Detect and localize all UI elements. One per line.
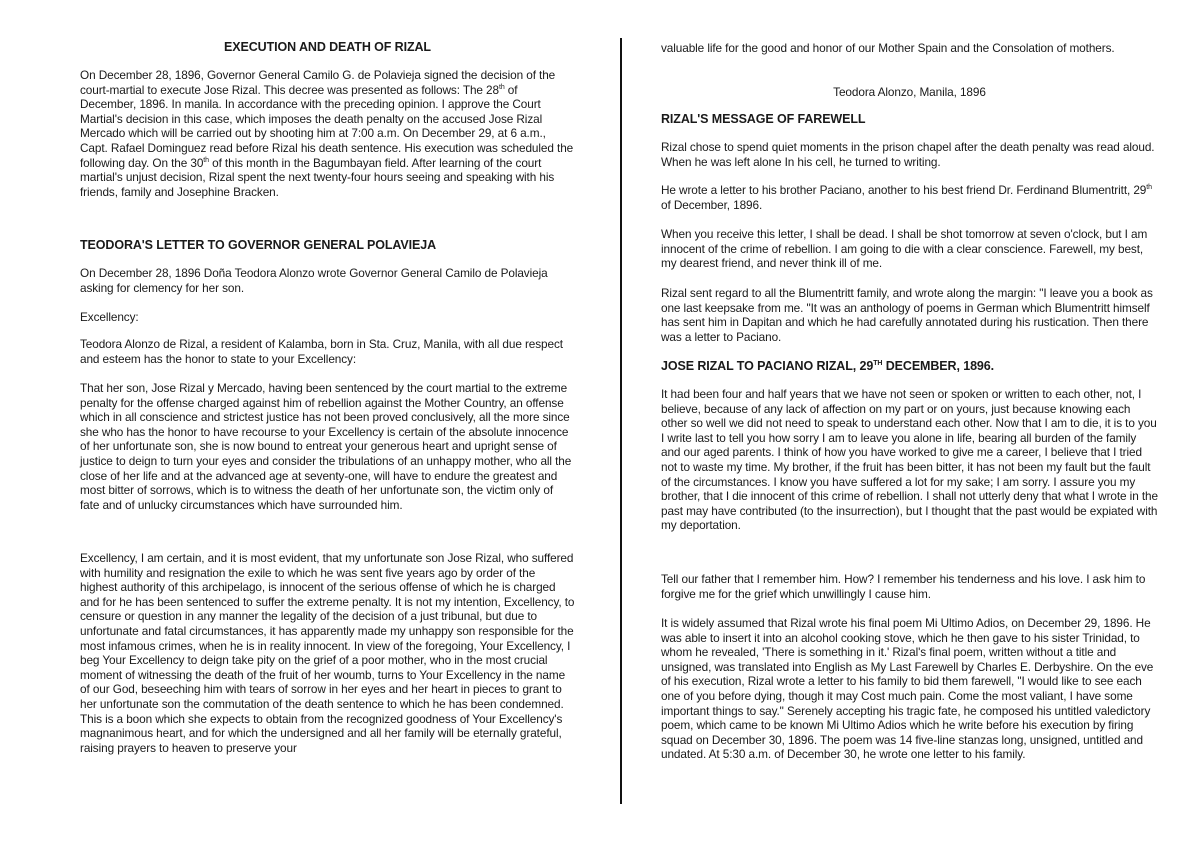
teodora-statement-paragraph: Teodora Alonzo de Rizal, a resident of Kalamba, born in Sta. Cruz, Manila, with all due respect and esteem has the honor to state to your Excellency: <box>80 337 563 366</box>
letter-intro-paragraph: On December 28, 1896 Doña Teodora Alonzo wrote Governor General Camilo de Polavieja asking for clemency for her son. <box>80 266 548 295</box>
tell-our-father-paragraph: Tell our father that I remember him. How? I remember his tenderness and his love. I ask him to forgive me for the grief which unwillingly I cause him. <box>661 572 1146 601</box>
page-title: EXECUTION AND DEATH OF RIZAL <box>224 40 431 54</box>
that-her-son-paragraph: That her son, Jose Rizal y Mercado, having been sentenced by the court martial to the extreme penalty for the offense charged against him of rebellion against the Mother Country, an offense which in all conscience and strictest justice has not been proved conclusively, all the more since she who has the honor to have recourse to your Excellency is certain of the absolute innocence of her unfortunate son, she is now bound to entreat your generous heart and upright sense of justice to deign to turn your eyes and consider the tribulations of an unhappy mother, who all the close of her life and at the advanced age at seventy-one, will have to endure the greatest and most bitter of sorrows, which is to witness the death of her unfortunate son, the victim only of fate and of unlucky circumstances which have surrounded him. <box>80 381 572 512</box>
when-you-receive-paragraph: When you receive this letter, I shall be dead. I shall be shot tomorrow at seven o'clock, but I am innocent of the crime of rebellion. I am going to die with a clear conscience. Farewell, my best, my dearest friend, and never think ill of me. <box>661 227 1148 271</box>
blumentritt-regard-paragraph: Rizal sent regard to all the Blumentritt family, and wrote along the margin: "I leave you a book as one last keepsake from me. "It was an anthology of poems in German which Blumentritt himself has sent him in Dapitan and which he had carefully annotated during his rustication. Then there was a letter to Paciano. <box>661 286 1153 344</box>
signature-line: Teodora Alonzo, Manila, 1896 <box>833 85 986 99</box>
section-heading-letter-to-paciano: JOSE RIZAL TO PACIANO RIZAL, 29TH DECEMBER, 1896. <box>661 359 994 373</box>
excellency-certain-paragraph: Excellency, I am certain, and it is most evident, that my unfortunate son Jose Rizal, who suffered with humility and resignation the exile to which he was sent five years ago by order of the highest authority of this archipelago, is innocent of the serious offense of which he is charged and for he has been sentenced to suffer the extreme penalty. It is not my intention, Excellency, to censure or question in any manner the legality of the decision of a just tribunal, but due to unfortunate and fatal circumstances, it has apparently made my unhappy son responsible for the most infamous crimes, when he is in reality innocent. In view of the foregoing, Your Excellency, I beg Your Excellency to deign take pity on the grief of a poor mother, who in the most crucial moment of witnessing the death of the fruit of her woumb, turns to Your Excellency in the name of our God, beseeching him with tears of sorrow in her eyes and her heart in pieces to grant to her unfortunate son the commutation of the death sentence to which he has been condemned. This is a boon which she expects to obtain from the recognized goodness of Your Excellency's magnanimous heart, and for which the undersigned and all her family will be eternally grateful, raising prayers to heaven to preserve your <box>80 551 575 755</box>
section-heading-teodora-letter: TEODORA'S LETTER TO GOVERNOR GENERAL POLAVIEJA <box>80 238 437 252</box>
intro-paragraph: On December 28, 1896, Governor General Camilo G. de Polavieja signed the decision of the court-martial to execute Jose Rizal. This decree was presented as follows: The 28th of December, 1896. In manila. In accordance with the preceding opinion. I approve the Court Martial's decision in this case, which imposes the death penalty on the accused Jose Rizal Mercado which will be carried out by shooting him at 7:00 a.m. On December 29, at 6 a.m., Capt. Rafael Dominguez read before Rizal his death sentence. His execution was scheduled the following day. On the 30th of this month in the Bagumbayan field. After learning of the court martial's unjust decision, Rizal spent the next twenty-four hours seeing and speaking with his friends, family and Josephine Bracken. <box>80 68 574 199</box>
column-divider <box>620 38 622 804</box>
salutation-paragraph: Excellency: <box>80 310 139 324</box>
letters-paragraph: He wrote a letter to his brother Paciano, another to his best friend Dr. Ferdinand Blumentritt, 29th of December, 1896. <box>661 183 1152 212</box>
four-and-half-years-paragraph: It had been four and half years that we have not seen or spoken or written to each other, not, I believe, because of any lack of affection on my part or on yours, just because knowing each other so well we did not need to speak to understand each other. Now that I am to die, it is to you I write last to tell you how sorry I am to leave you alone in life, bearing all burden of the family and our aged parents. I think of how you have worked to give me a career, I believe that I tried not to waste my time. My brother, if the fruit has been bitter, it has not been my fault but the fault of the circumstances. I know you have suffered a lot for my sake; I am sorry. I assure you my brother, that I die innocent of this crime of rebellion. I shall not utterly deny that what I wrote in the past may have contributed (to the insurrection), but I thought that the past would be expiated with my deportation. <box>661 387 1158 533</box>
continuation-paragraph: valuable life for the good and honor of our Mother Spain and the Consolation of mothers. <box>661 41 1115 55</box>
widely-assumed-paragraph: It is widely assumed that Rizal wrote his final poem Mi Ultimo Adios, on December 29, 1896. He was able to insert it into an alcohol cooking stove, which he then gave to his sister Trinidad, to whom he revealed, 'There is something in it.' Rizal's final poem, written without a title and unsigned, was translated into English as My Last Farewell by Charles E. Derbyshire. On the eve of his execution, Rizal wrote a letter to his family to bid them farewell, "I would like to see each one of you before dying, though it may Cost much pain. Come the most valiant, I have some important things to say." Serenely accepting his tragic fate, he composed his untitled valedictory poem, which came to be known Mi Ultimo Adios which he write before his execution by firing squad on December 30, 1896. The poem was 14 five-line stanzas long, unsigned, untitled and undated. At 5:30 a.m. of December 30, he wrote one letter to his family. <box>661 616 1154 762</box>
section-heading-farewell-message: RIZAL'S MESSAGE OF FAREWELL <box>661 112 866 126</box>
prison-chapel-paragraph: Rizal chose to spend quiet moments in the prison chapel after the death penalty was read aloud. When he was left alone In his cell, he turned to writing. <box>661 140 1155 169</box>
